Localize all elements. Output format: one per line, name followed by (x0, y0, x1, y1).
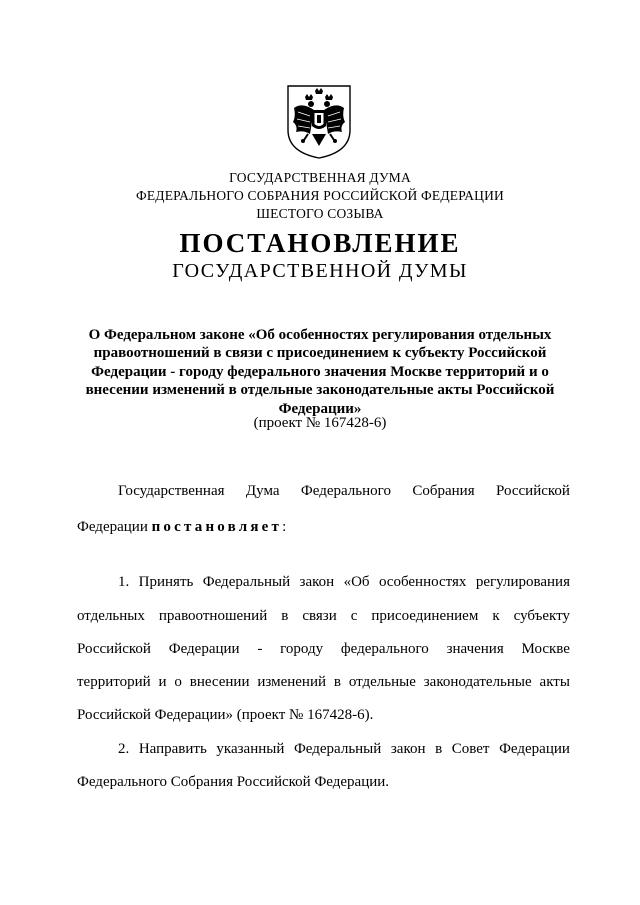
item2-line-1 (118, 739, 570, 759)
word: регулирования (475, 574, 570, 590)
word: закон (390, 741, 426, 757)
word: к (492, 608, 500, 624)
word: указанный (216, 741, 285, 757)
word: и (158, 674, 167, 690)
subject-line: внесении изменений в отдельные законодательные акты Российской (85, 382, 555, 399)
preamble-text: Федерации (77, 519, 148, 535)
word: закон (299, 574, 335, 590)
item1-line-2 (77, 606, 570, 626)
preamble-line-1 (118, 481, 570, 501)
word: федерального (340, 641, 429, 657)
word: значения (446, 641, 504, 657)
subject-line: Федерации - городу федерального значения Москве территорий и о (91, 363, 549, 380)
word: отдельные (348, 674, 416, 690)
word: законодательные (423, 674, 532, 690)
word: 1. (118, 574, 130, 590)
resolution-verb: постановляет (151, 519, 283, 535)
document-type-title: ПОСТАНОВЛЕНИЕ (179, 228, 461, 258)
word: Федеральный (293, 741, 382, 757)
word: 2. (118, 741, 130, 757)
word: о (174, 674, 182, 690)
word: Москве (521, 641, 570, 657)
word: «Об (343, 574, 370, 590)
word: изменений (257, 674, 327, 690)
word: Дума (245, 483, 280, 499)
coat-of-arms-emblem (284, 82, 354, 160)
preamble-colon: : (282, 519, 287, 535)
word: отдельных (77, 608, 145, 624)
word: с (350, 608, 358, 624)
header-line-3: ШЕСТОГО СОЗЫВА (256, 206, 384, 221)
word: Принять (138, 574, 194, 590)
word: Федерального (300, 483, 391, 499)
word: Федерации (168, 641, 240, 657)
word: в (333, 674, 341, 690)
word: правоотношений (158, 608, 268, 624)
word: субъекту (513, 608, 570, 624)
word: присоединением (371, 608, 479, 624)
item1-line-3 (77, 639, 570, 659)
word: Государственная (118, 483, 225, 499)
item1-line-5: Российской Федерации» (проект № 167428-6). (77, 707, 374, 723)
item1-line-1 (118, 572, 570, 592)
word: внесении (189, 674, 250, 690)
word: Российской (496, 483, 570, 499)
word: городу (280, 641, 324, 657)
word: Федерации (499, 741, 570, 757)
word: в (281, 608, 289, 624)
word: в (435, 741, 443, 757)
word: Совет (451, 741, 490, 757)
item1-line-4 (77, 672, 570, 692)
document-subject (60, 326, 580, 418)
word: связи (302, 608, 337, 624)
word: Российской (77, 641, 151, 657)
subject-line: правоотношений в связи с присоединением к субъекту Российской (93, 345, 547, 362)
subject-line: Федерации» (278, 400, 362, 417)
header-line-1: ГОСУДАРСТВЕННАЯ ДУМА (229, 170, 411, 185)
project-number: (проект № 167428-6) (253, 415, 387, 431)
word: акты (539, 674, 570, 690)
word: Федеральный (202, 574, 291, 590)
header-line-2: ФЕДЕРАЛЬНОГО СОБРАНИЯ РОССИЙСКОЙ ФЕДЕРАЦИИ (136, 188, 504, 203)
word: особенностях (378, 574, 467, 590)
word: - (257, 641, 263, 657)
word: территорий (77, 674, 151, 690)
word: Направить (138, 741, 207, 757)
item2-line-2: Федерального Собрания Российской Федерации. (77, 774, 390, 790)
subject-line: О Федеральном законе «Об особенностях регулирования отдельных (88, 327, 552, 343)
word: Собрания (412, 483, 475, 499)
document-issuer-title: ГОСУДАРСТВЕННОЙ ДУМЫ (172, 260, 468, 282)
preamble-line-2 (77, 517, 286, 537)
